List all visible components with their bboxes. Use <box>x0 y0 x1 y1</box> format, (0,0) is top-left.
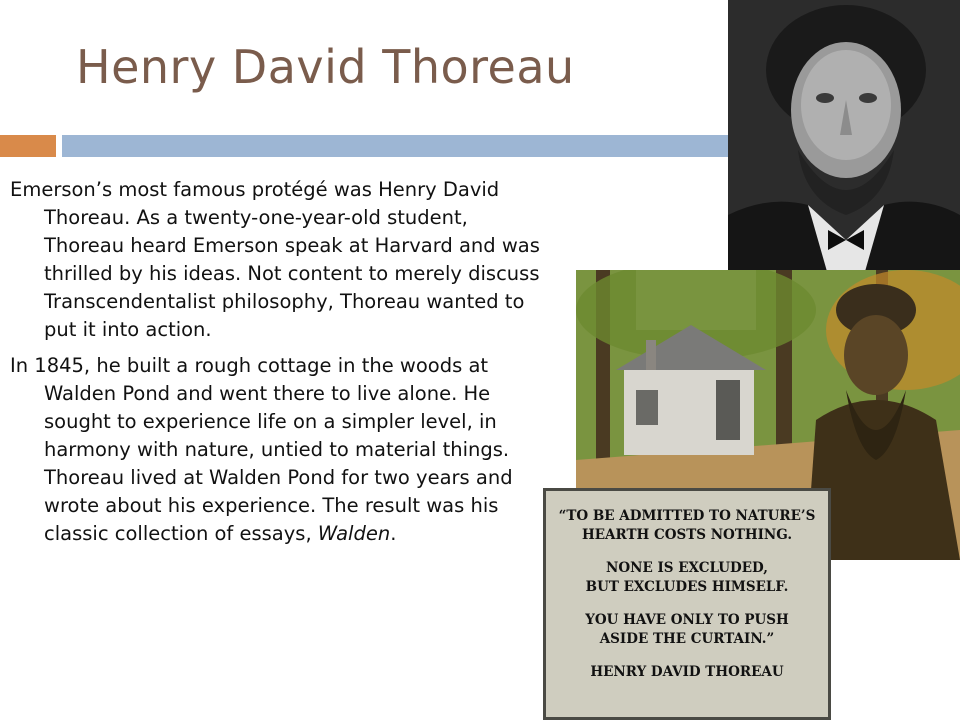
walden-title: Walden <box>317 522 391 545</box>
portrait-illustration <box>728 0 960 275</box>
quote-line: BUT EXCLUDES HIMSELF. <box>585 579 789 595</box>
quote-line: “TO BE ADMITTED TO NATURE’S <box>558 508 816 524</box>
quote-line: YOU HAVE ONLY TO PUSH <box>585 612 789 628</box>
paragraph-2 <box>10 352 550 548</box>
portrait-photo <box>728 0 960 275</box>
accent-bar-blue <box>62 135 730 157</box>
quote-line: NONE IS EXCLUDED, <box>606 560 768 576</box>
quote-author: HENRY DAVID THOREAU <box>590 664 784 680</box>
quote-card <box>543 488 831 720</box>
quote-line: HEARTH COSTS NOTHING. <box>581 527 793 543</box>
accent-bar-orange <box>0 135 56 157</box>
paragraph-2-end: . <box>390 522 397 545</box>
paragraph-1: Emerson’s most famous protégé was Henry David Thoreau. As a twenty-one-year-old student, Thoreau heard Emerson speak at Harvard and was thrilled by his ideas. Not content to merely discuss Transcendentalist philosophy, Thoreau wanted to put it into action. <box>10 178 540 341</box>
body-text <box>10 176 550 556</box>
paragraph-2-text: In 1845, he built a rough cottage in the woods at Walden Pond and went there to live alone. He sought to experience life on a simpler level, in harmony with nature, untied to material things. Thoreau lived at Walden Pond for two years and wrote about his experience. The result was his classic collection of essays, <box>10 354 513 545</box>
quote-line: ASIDE THE CURTAIN.” <box>599 631 775 647</box>
slide-title: Henry David Thoreau <box>76 40 575 94</box>
